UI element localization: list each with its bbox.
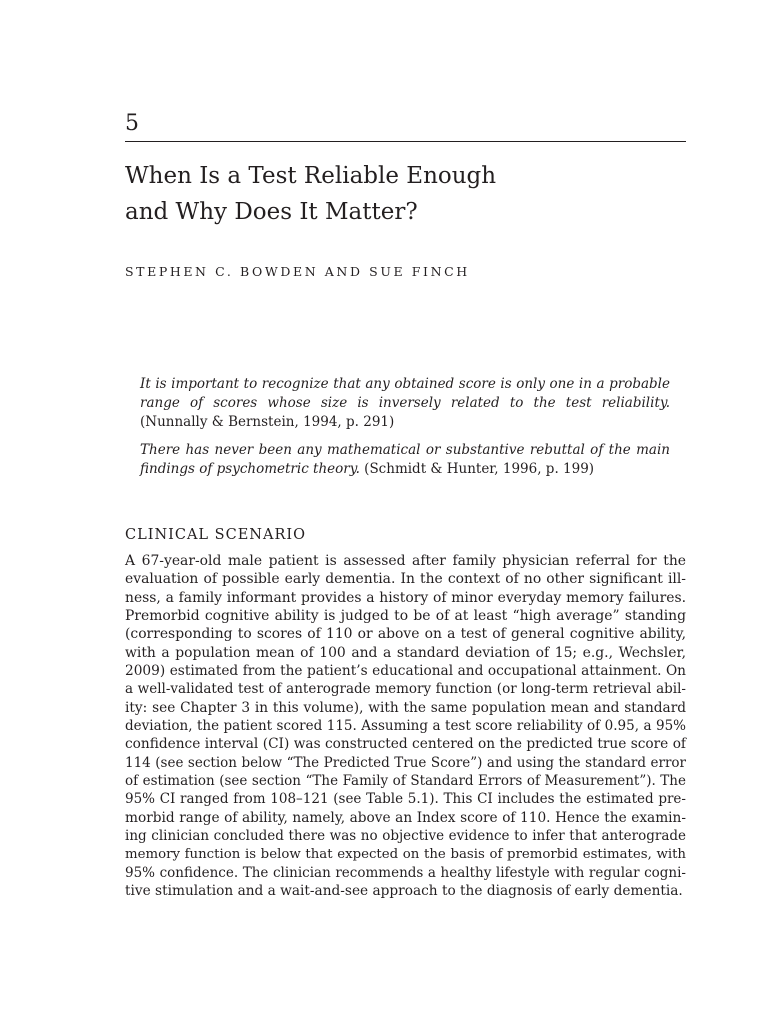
paragraph-line: 114 (see section below “The Predicted True Score”) and using the standard error xyxy=(125,754,686,771)
paragraph-line: confidence interval (CI) was constructed centered on the predicted true score of xyxy=(125,736,686,753)
paragraph-line: tive stimulation and a wait-and-see approach to the diagnosis of early dementia. xyxy=(125,883,683,900)
paragraph-line: 95% confidence. The clinician recommends a healthy lifestyle with regular cogni- xyxy=(125,864,686,881)
paragraph-line: memory function is below that expected on the basis of premorbid estimates, with xyxy=(125,846,686,862)
paragraph-line: (corresponding to scores of 110 or above on a test of general cognitive ability, xyxy=(125,626,686,643)
chapter-title xyxy=(125,158,686,230)
chapter-number: 5 xyxy=(125,111,139,136)
chapter-title-line: When Is a Test Reliable Enough xyxy=(125,163,497,189)
paragraph-line: a well-validated test of anterograde memory function (or long-term retrieval abil- xyxy=(125,681,686,698)
paragraph-line: deviation, the patient scored 115. Assuming a test score reliability of 0.95, a 95% xyxy=(125,718,686,735)
paragraph-line: A 67-year-old male patient is assessed after family physician referral for the xyxy=(125,553,686,569)
paragraph-line: 2009) estimated from the patient’s educational and occupational attainment. On xyxy=(125,663,686,680)
paragraph-line: 95% CI ranged from 108–121 (see Table 5.1). This CI includes the estimated pre- xyxy=(125,791,686,808)
epigraph-quote: There has never been any mathematical or substantive rebuttal of the main findings of psychometric theory. xyxy=(140,442,670,477)
paragraph-line: ity: see Chapter 3 in this volume), with the same population mean and standard xyxy=(125,699,686,716)
paragraph-line: ness, a family informant provides a history of minor everyday memory failures. xyxy=(125,589,686,606)
paragraph-line: with a population mean of 100 and a standard deviation of 15; e.g., Wechsler, xyxy=(125,644,686,661)
paragraph-line: of estimation (see section “The Family of Standard Errors of Measurement”). The xyxy=(125,773,686,790)
chapter-title-line: and Why Does It Matter? xyxy=(125,199,418,225)
paragraph-line: morbid range of ability, namely, above an Index score of 110. Hence the examin- xyxy=(125,809,686,826)
paragraph-line: evaluation of possible early dementia. In the context of no other significant ill- xyxy=(125,571,686,588)
epigraph-citation: (Schmidt & Hunter, 1996, p. 199) xyxy=(364,461,595,477)
clinical-scenario-paragraph xyxy=(125,552,686,901)
epigraph-citation: (Nunnally & Bernstein, 1994, p. 291) xyxy=(140,414,395,430)
chapter-authors: STEPHEN C. BOWDEN AND SUE FINCH xyxy=(125,264,470,279)
epigraph-quote: It is important to recognize that any obtained score is only one in a probable range of scores whose size is inversely related to the test reliability. xyxy=(140,376,670,411)
chapter-divider xyxy=(125,141,686,142)
paragraph-line: Premorbid cognitive ability is judged to be of at least “high average” standing xyxy=(125,608,686,625)
epigraph xyxy=(140,441,670,479)
section-heading: CLINICAL SCENARIO xyxy=(125,527,306,543)
epigraph xyxy=(140,375,670,432)
epigraphs xyxy=(140,375,670,488)
paragraph-line: ing clinician concluded there was no objective evidence to infer that anterograde xyxy=(125,828,686,845)
